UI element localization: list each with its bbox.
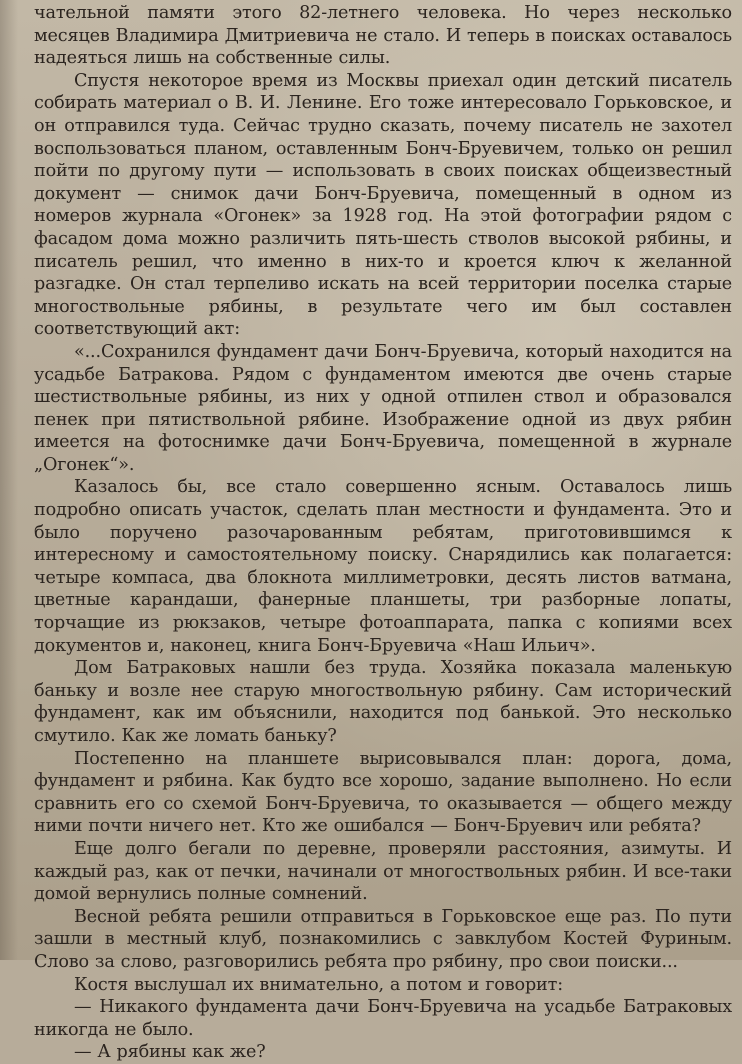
paragraph-2: Спустя некоторое время из Москвы приехал один детский писатель собирать материал о В. И. Ленине. Его тоже интересовало Горьковское, и он отправился туда. Сейчас трудно сказать, почему писатель не захотел воспользоваться планом, оставленным Бонч-Бруевичем, только он решил пойти по другому пути — использовать в своих поисках общеизвестный документ — снимок дачи Бонч-Бруевича, помещенный в одном из номеров журнала «Огонек» за 1928 год. На этой фотографии рядом с фасадом дома можно различить пять-шесть стволов высокой рябины, и писатель решил, что именно в них-то и кроется ключ к желанной разгадке. Он стал терпеливо искать на всей территории поселка старые многоствольные рябины, в результате чего им был составлен соответствующий акт: <box>34 70 732 340</box>
paragraph-8: Весной ребята решили отправиться в Горьковское еще раз. По пути зашли в местный клуб, познакомились с завклубом Костей Фуриным. Слово за слово, разговорились ребята про рябину, про свои поиски... <box>34 906 732 972</box>
quote-paragraph: «...Сохранился фундамент дачи Бонч-Бруевича, который находится на усадьбе Батракова. Рядом с фундаментом имеются две очень старые шестиствольные рябины, из них у одной отпилен ствол и образовался пенек при пятиствольной рябине. Изображение одной из двух рябин имеется на фотоснимке дачи Бонч-Бруевича, помещенной в журнале „Огонек“». <box>34 341 732 475</box>
dialogue-line-2: — А рябины как же? <box>74 1042 266 1063</box>
paragraph-1: чательной памяти этого 82-летнего человека. Но через несколько месяцев Владимира Дмитриевича не стало. И теперь в поисках оставалось надеяться лишь на собственные силы. <box>34 3 732 69</box>
page-edge-shadow <box>0 0 18 960</box>
paragraph-5: Дом Батраковых нашли без труда. Хозяйка показала маленькую баньку и возле нее старую многоствольную рябину. Сам исторический фундамент, как им объяснили, находится под банькой. Это несколько смутило. Как же ломать баньку? <box>34 658 732 746</box>
paragraph-9: Костя выслушал их внимательно, а потом и говорит: <box>74 974 563 995</box>
paragraph-7: Еще долго бегали по деревне, проверяли расстояния, азимуты. И каждый раз, как от печки, начинали от многоствольных рябин. И все-таки домой вернулись полные сомнений. <box>34 838 732 905</box>
paragraph-6: Постепенно на планшете вырисовывался план: дорога, дома, фундамент и рябина. Как будто все хорошо, задание выполнено. Но если сравнить его со схемой Бонч-Бруевича, то оказывается — общего между ними почти ничего нет. Кто же ошибался — Бонч-Бруевич или ребята? <box>34 748 732 837</box>
dialogue-line-1: — Никакого фундамента дачи Бонч-Бруевича на усадьбе Батраковых никогда не было. <box>34 997 732 1040</box>
paragraph-4: Казалось бы, все стало совершенно ясным. Оставалось лишь подробно описать участок, сделать план местности и фундамента. Это и было поручено разочарованным ребятам, приготовившимся к интересному и самостоятельному поиску. Снарядились как полагается: четыре компаса, два блокнота миллиметровки, десять листов ватмана, цветные карандаши, фанерные планшеты, три разборные лопаты, торчащие из рюкзаков, четыре фотоаппарата, папка с копиями всех документов и, наконец, книга Бонч-Бруевича «Наш Ильич». <box>34 477 732 656</box>
